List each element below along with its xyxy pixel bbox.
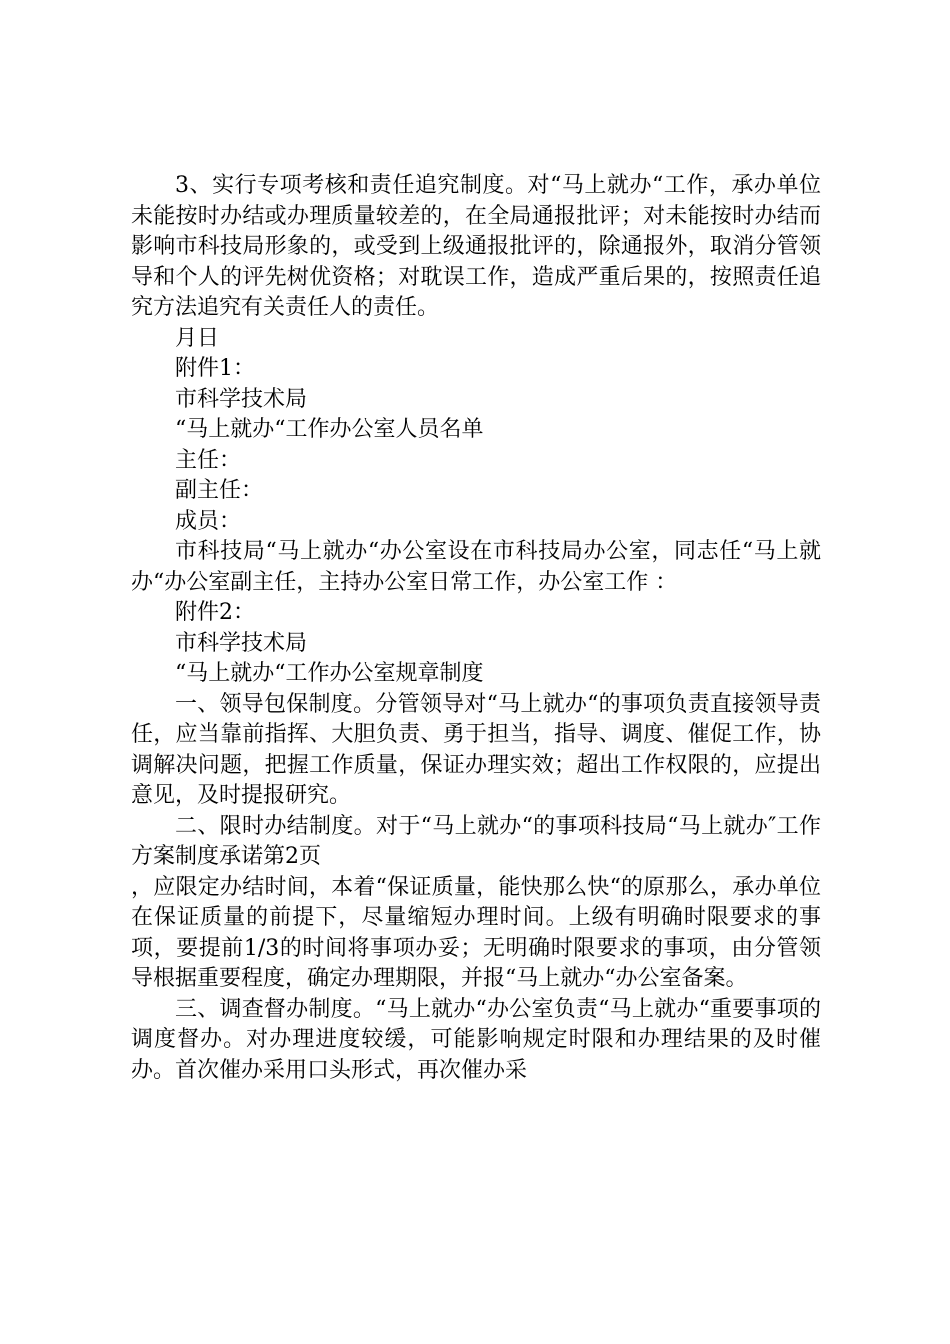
paragraph-time-limit-detail: ，应限定办结时间，本着“保证质量，能快那么快“的原那么，承办单位在保证质量的前提下，尽量缩短办理时间。上级有明确时限要求的事项，要提前1/3的时间将事项办妥；无明确时限要求的事项，由分管领导根据重要程度，确定办理期限，并报“马上就办“办公室备案。: [131, 874, 821, 991]
paragraph-supervision-rule: 三、调查督办制度。“马上就办“办公室负责“马上就办“重要事项的调度督办。对办理进度较缓，可能影响规定时限和办理结果的及时催办。首次催办采用口头形式，再次催办采: [131, 996, 821, 1083]
paragraph-time-limit-rule: 二、限时办结制度。对于“马上就办“的事项科技局“马上就办″工作方案制度承诺第2页: [131, 813, 821, 869]
paragraph-accountability: 3、实行专项考核和责任追究制度。对“马上就办“工作，承办单位未能按时办结或办理质量较差的，在全局通报批评；对未能按时办结而影响市科技局形象的，或受到上级通报批评的，除通报外，取消分管领导和个人的评先树优资格；对耽误工作，造成严重后果的，按照责任追究方法追究有关责任人的责任。: [131, 173, 821, 320]
paragraph-staff-list-title: “马上就办“工作办公室人员名单: [175, 417, 484, 442]
paragraph-attachment-2: 附件2：: [175, 600, 255, 625]
paragraph-org-name-1: 市科学技术局: [175, 386, 308, 412]
paragraph-deputy-director: 副主任：: [175, 478, 264, 503]
paragraph-leadership-rule: 一、领导包保制度。分管领导对“马上就办“的事项负责直接领导责任，应当靠前指挥、大胆负责、勇于担当，指导、调度、催促工作，协调解决问题，把握工作质量，保证办理实效；超出工作权限的，应提出意见，及时提报研究。: [131, 691, 821, 808]
paragraph-director: 主任：: [175, 447, 242, 473]
document-body: [131, 171, 821, 1086]
paragraph-office-setup: 市科技局“马上就办“办公室设在市科技局办公室，同志任“马上就办“办公室副主任，主持办公室日常工作，办公室工作 ：: [131, 539, 821, 595]
paragraph-date: 月日: [175, 325, 220, 351]
paragraph-org-name-2: 市科学技术局: [175, 630, 308, 656]
paragraph-members: 成员：: [175, 508, 242, 534]
paragraph-attachment-1: 附件1：: [175, 356, 255, 381]
paragraph-rules-title: “马上就办“工作办公室规章制度: [175, 661, 484, 686]
